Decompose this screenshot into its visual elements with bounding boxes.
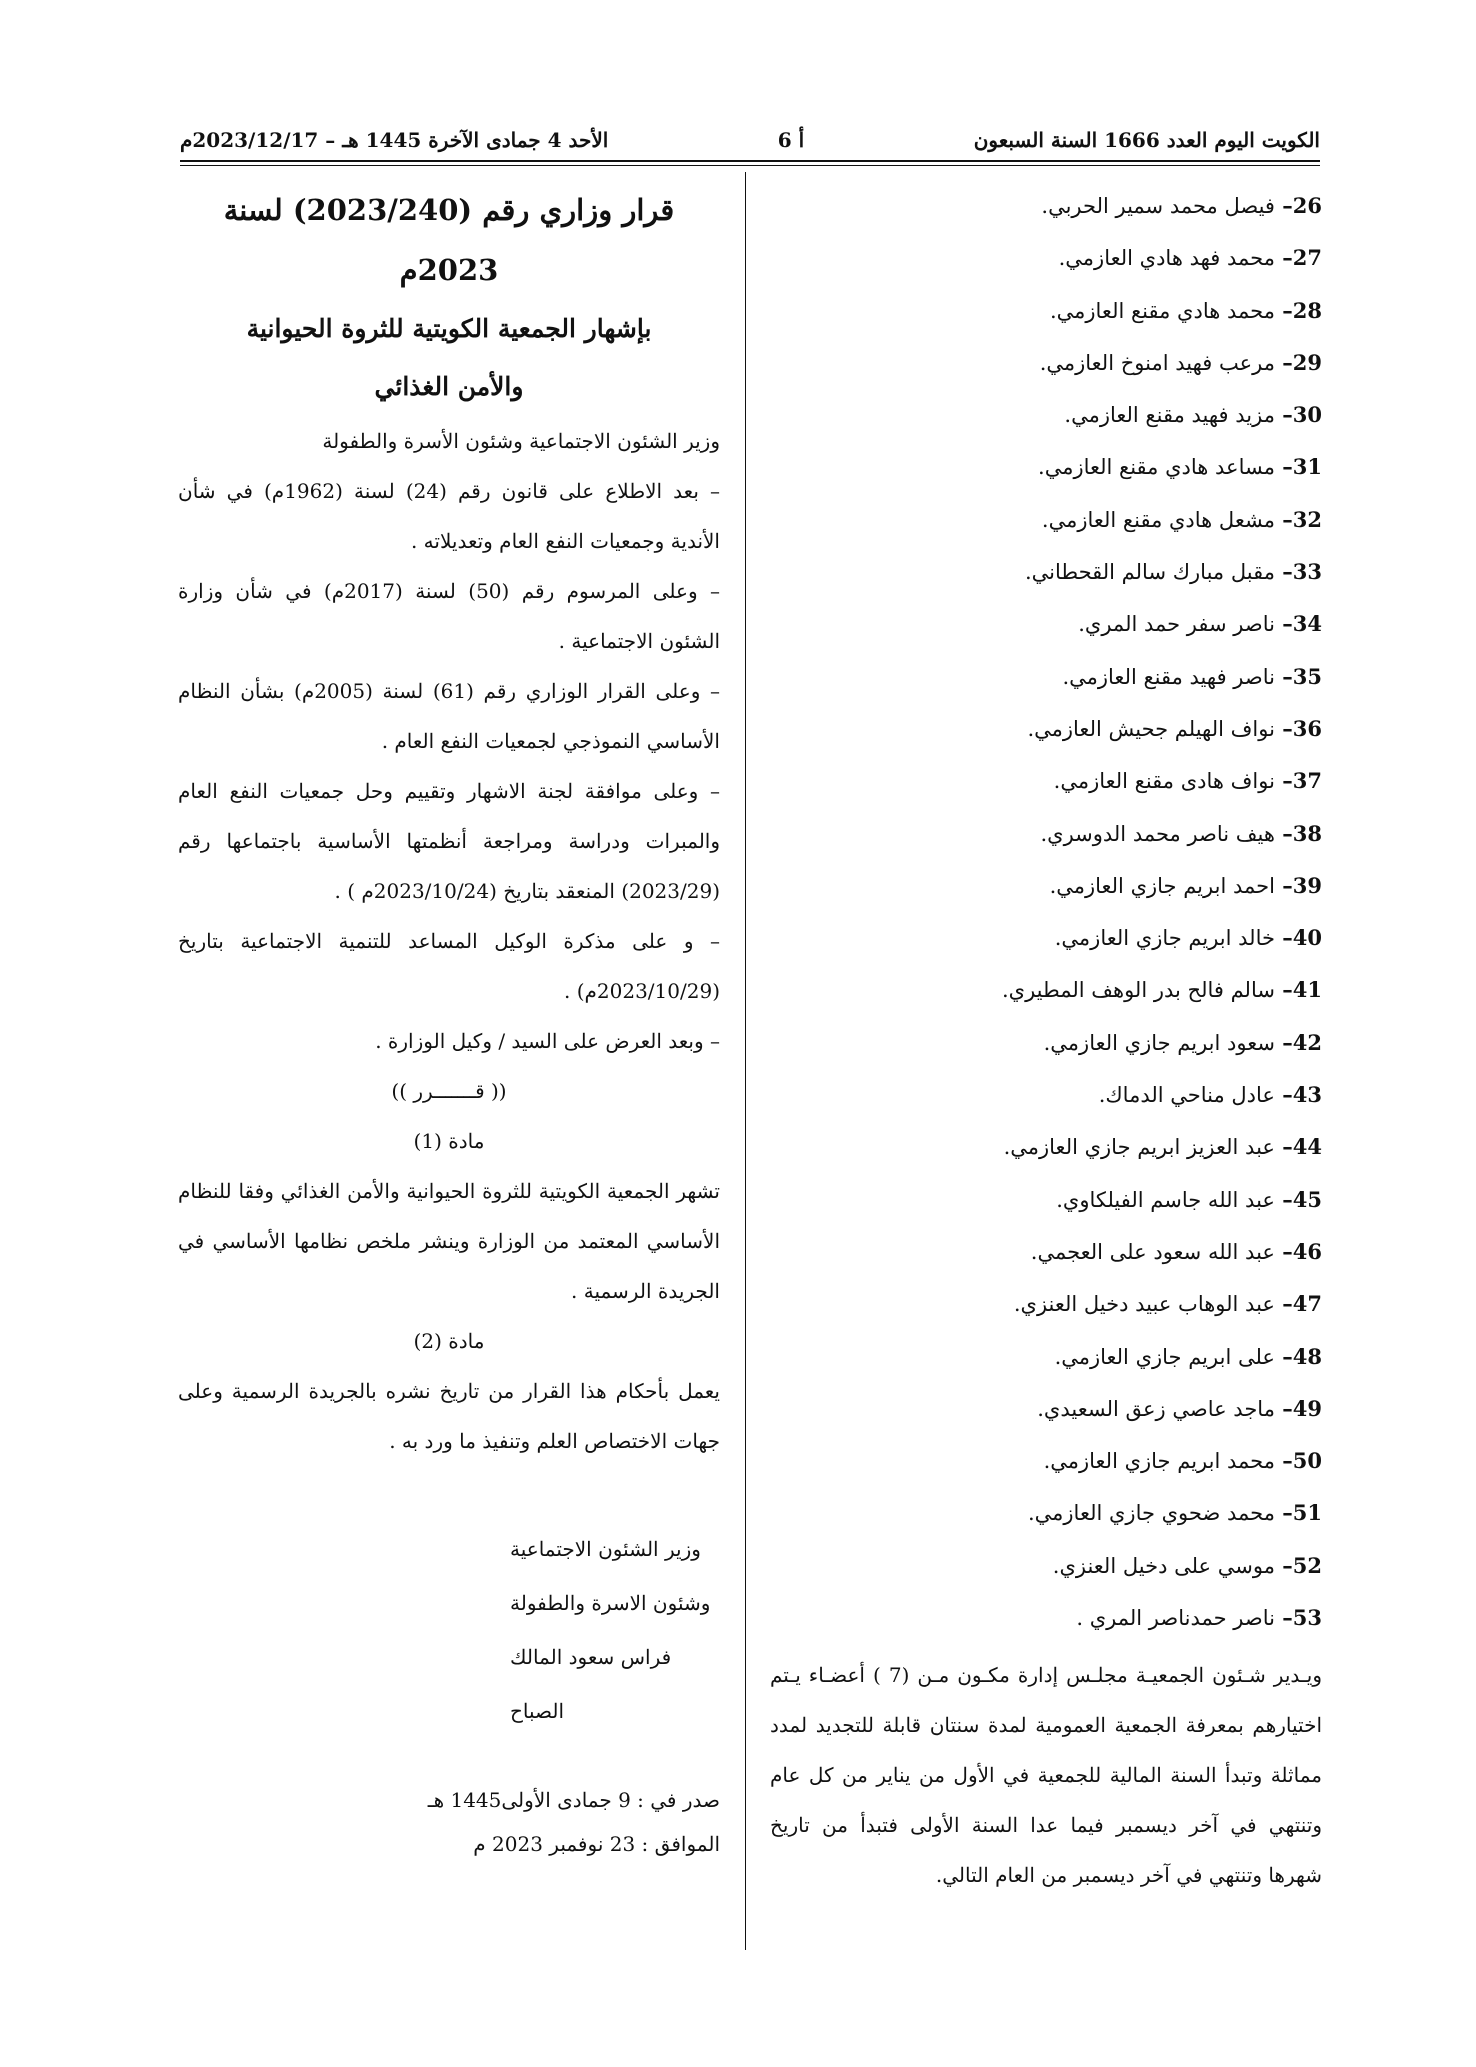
member-item: 40– خالد ابريم جازي العازمي. — [1054, 925, 1322, 951]
member-item: 35– ناصر فهيد مقنع العازمي. — [1062, 663, 1322, 689]
members-list — [770, 180, 1322, 1644]
preamble-6: – وبعد العرض على السيد / وكيل الوزارة . — [375, 1029, 720, 1053]
member-number: 43 — [1292, 1082, 1322, 1108]
decree-title: قرار وزاري رقم (2023/240) لسنة 2023م — [223, 193, 675, 287]
decree-subtitle-2: والأمن الغذائي — [374, 372, 524, 401]
member-name: عبد الله جاسم الفيلكاوي. — [1056, 1187, 1275, 1212]
header-page-number: أ 6 — [777, 128, 805, 152]
member-item: 49– ماجد عاصي زعق السعيدي. — [1037, 1395, 1322, 1421]
member-number: 33 — [1292, 559, 1322, 585]
member-number: 49 — [1292, 1395, 1322, 1421]
member-item: 36– نواف الهيلم جحيش العازمي. — [1027, 715, 1322, 741]
member-item: 43– عادل مناحي الدماك. — [1098, 1082, 1322, 1108]
preamble-4: – وعلى موافقة لجنة الاشهار وتقييم وحل جمعيات النفع العام والمبرات ودراسة ومراجعة أنظمتها الأساسية باجتماعها رقم (2023/29) المنعقد بتاريخ (2023/10/24م ) . — [178, 779, 720, 903]
member-number: 31 — [1292, 454, 1322, 480]
member-number: 44 — [1292, 1134, 1322, 1160]
member-name: مساعد هادي مقنع العازمي. — [1038, 455, 1275, 480]
column-divider — [745, 172, 746, 1950]
signature-line-2: وشئون الاسرة والطفولة — [510, 1591, 711, 1615]
member-item: 38– هيف ناصر محمد الدوسري. — [1040, 820, 1322, 846]
member-name: عبد الله سعود على العجمي. — [1030, 1239, 1275, 1264]
article-1-title: مادة (1) — [413, 1129, 485, 1153]
member-item: 37– نواف هادى مقنع العازمي. — [1053, 768, 1322, 794]
decree-subtitle-1: بإشهار الجمعية الكويتية للثروة الحيوانية — [246, 314, 652, 343]
preamble-2: – وعلى المرسوم رقم (50) لسنة (2017م) في شأن وزارة الشئون الاجتماعية . — [178, 579, 720, 653]
member-name: محمد ضحوي جازي العازمي. — [1027, 1501, 1275, 1526]
article-1-text: تشهر الجمعية الكويتية للثروة الحيوانية والأمن الغذائي وفقا للنظام الأساسي المعتمد من الوزارة وينشر ملخص نظامها الأساسي في الجريدة الرسمية . — [178, 1179, 720, 1303]
member-item: 31– مساعد هادي مقنع العازمي. — [1038, 454, 1322, 480]
member-number: 48 — [1292, 1343, 1322, 1369]
member-item: 46– عبد الله سعود على العجمي. — [1030, 1238, 1322, 1264]
member-item: 47– عبد الوهاب عبيد دخيل العنزي. — [1013, 1291, 1322, 1317]
member-name: مشعل هادي مقنع العازمي. — [1041, 507, 1275, 532]
member-number: 29 — [1292, 349, 1322, 375]
issued-date: صدر في : 9 جمادى الأولى1445 هـ — [427, 1788, 720, 1812]
member-name: ناصر سفر حمد المري. — [1078, 612, 1275, 637]
member-number: 42 — [1292, 1029, 1322, 1055]
member-item: 42– سعود ابريم جازي العازمي. — [1043, 1029, 1322, 1055]
member-name: مرعب فهيد امنوخ العازمي. — [1039, 350, 1275, 375]
member-name: على ابريم جازي العازمي. — [1054, 1344, 1275, 1369]
member-number: 39 — [1292, 872, 1322, 898]
member-item: 51– محمد ضحوي جازي العازمي. — [1027, 1500, 1322, 1526]
decided-heading: (( قـــــــرر )) — [391, 1079, 507, 1103]
header-rule-thin — [180, 165, 1320, 166]
member-number: 45 — [1292, 1186, 1322, 1212]
member-name: موسي على دخيل العنزي. — [1052, 1553, 1275, 1578]
header-rule — [180, 160, 1320, 162]
member-name: نواف هادى مقنع العازمي. — [1053, 769, 1275, 794]
header-date: الأحد 4 جمادى الآخرة 1445 هـ – 2023/12/17م — [180, 128, 609, 152]
member-number: 27 — [1292, 245, 1322, 271]
member-name: فيصل محمد سمير الحربي. — [1041, 194, 1275, 218]
member-number: 28 — [1292, 297, 1322, 323]
member-item: 26– فيصل محمد سمير الحربي. — [1041, 193, 1322, 218]
member-item: 29– مرعب فهيد امنوخ العازمي. — [1039, 349, 1322, 375]
minister-line: وزير الشئون الاجتماعية وشئون الأسرة والطفولة — [322, 429, 720, 453]
member-item: 41– سالم فالح بدر الوهف المطيري. — [1001, 977, 1322, 1003]
member-number: 51 — [1292, 1500, 1322, 1526]
member-item: 53– ناصر حمدناصر المري . — [1076, 1605, 1322, 1631]
member-item: 44– عبد العزيز ابريم جازي العازمي. — [1003, 1134, 1322, 1160]
member-item: 39– احمد ابريم جازي العازمي. — [1049, 872, 1322, 898]
member-name: هيف ناصر محمد الدوسري. — [1040, 821, 1275, 846]
page-header — [180, 122, 1320, 158]
member-number: 41 — [1292, 977, 1322, 1003]
member-item: 45– عبد الله جاسم الفيلكاوي. — [1056, 1186, 1322, 1212]
member-number: 35 — [1292, 663, 1322, 689]
member-number: 26 — [1292, 193, 1322, 218]
member-number: 30 — [1292, 402, 1322, 428]
member-name: محمد هادي مقنع العازمي. — [1049, 298, 1275, 323]
member-item: 28– محمد هادي مقنع العازمي. — [1049, 297, 1322, 323]
member-number: 38 — [1292, 820, 1322, 846]
signature-block — [510, 1522, 720, 1738]
preamble-5: – و على مذكرة الوكيل المساعد للتنمية الاجتماعية بتاريخ (2023/10/29م) . — [178, 929, 720, 1003]
member-name: نواف الهيلم جحيش العازمي. — [1027, 716, 1275, 741]
member-item: 52– موسي على دخيل العنزي. — [1052, 1552, 1322, 1578]
article-2-title: مادة (2) — [413, 1329, 485, 1353]
member-number: 37 — [1292, 768, 1322, 794]
member-number: 53 — [1292, 1605, 1322, 1631]
members-column — [770, 180, 1322, 1900]
header-issue-info: الكويت اليوم العدد 1666 السنة السبعون — [973, 128, 1320, 152]
member-name: عبد الوهاب عبيد دخيل العنزي. — [1013, 1292, 1275, 1317]
board-paragraph: ويـدير شـئون الجمعيـة مجلـس إدارة مكـون مـن (7 ) أعضـاء يـتم اختيارهم بمعرفة الجمعية العمومية لمدة سنتان قابلة للتجديد لمدد مماثلة وتبدأ السنة المالية للجمعية في الأول من يناير من كل عام وتنتهي في آخر ديسمبر فيما عدا السنة الأولى فتبدأ من تاريخ شهرها وتنتهي في آخر ديسمبر من العام التالي. — [770, 1663, 1322, 1888]
member-item: 34– ناصر سفر حمد المري. — [1078, 611, 1322, 637]
member-number: 52 — [1292, 1552, 1322, 1578]
member-name: ناصر فهيد مقنع العازمي. — [1062, 664, 1275, 689]
corresponding-date: الموافق : 23 نوفمبر 2023 م — [473, 1832, 720, 1856]
member-number: 32 — [1292, 506, 1322, 532]
signature-name: فراس سعود المالك الصباح — [510, 1645, 672, 1723]
member-name: محمد ابريم جازي العازمي. — [1043, 1449, 1275, 1474]
member-number: 36 — [1292, 715, 1322, 741]
member-name: عادل مناحي الدماك. — [1098, 1083, 1275, 1108]
member-name: سعود ابريم جازي العازمي. — [1043, 1030, 1275, 1055]
member-item: 33– مقبل مبارك سالم القحطاني. — [1024, 559, 1322, 585]
member-item: 27– محمد فهد هادي العازمي. — [1058, 245, 1322, 271]
member-name: مزيد فهيد مقنع العازمي. — [1064, 403, 1275, 428]
member-number: 46 — [1292, 1238, 1322, 1264]
member-number: 47 — [1292, 1291, 1322, 1317]
signature-line-1: وزير الشئون الاجتماعية — [510, 1537, 701, 1561]
member-name: مقبل مبارك سالم القحطاني. — [1024, 560, 1275, 585]
member-name: عبد العزيز ابريم جازي العازمي. — [1003, 1135, 1275, 1160]
preamble-3: – وعلى القرار الوزاري رقم (61) لسنة (2005م) بشأن النظام الأساسي النموذجي لجمعيات النفع العام . — [178, 679, 720, 753]
member-number: 40 — [1292, 925, 1322, 951]
preamble-1: – بعد الاطلاع على قانون رقم (24) لسنة (1962م) في شأن الأندية وجمعيات النفع العام وتعديلاته . — [178, 479, 721, 553]
member-item: 48– على ابريم جازي العازمي. — [1054, 1343, 1322, 1369]
article-2-text: يعمل بأحكام هذا القرار من تاريخ نشره بالجريدة الرسمية وعلى جهات الاختصاص العلم وتنفيذ ما ورد به . — [178, 1379, 720, 1453]
member-item: 50– محمد ابريم جازي العازمي. — [1043, 1448, 1322, 1474]
member-name: ماجد عاصي زعق السعيدي. — [1037, 1396, 1275, 1421]
member-name: سالم فالح بدر الوهف المطيري. — [1001, 978, 1275, 1003]
member-number: 50 — [1292, 1448, 1322, 1474]
member-name: احمد ابريم جازي العازمي. — [1049, 873, 1275, 898]
decree-column — [178, 180, 720, 1866]
member-item: 32– مشعل هادي مقنع العازمي. — [1041, 506, 1322, 532]
member-name: خالد ابريم جازي العازمي. — [1054, 926, 1275, 951]
member-item: 30– مزيد فهيد مقنع العازمي. — [1064, 402, 1322, 428]
member-name: ناصر حمدناصر المري . — [1076, 1606, 1275, 1631]
member-name: محمد فهد هادي العازمي. — [1058, 246, 1275, 271]
member-number: 34 — [1292, 611, 1322, 637]
